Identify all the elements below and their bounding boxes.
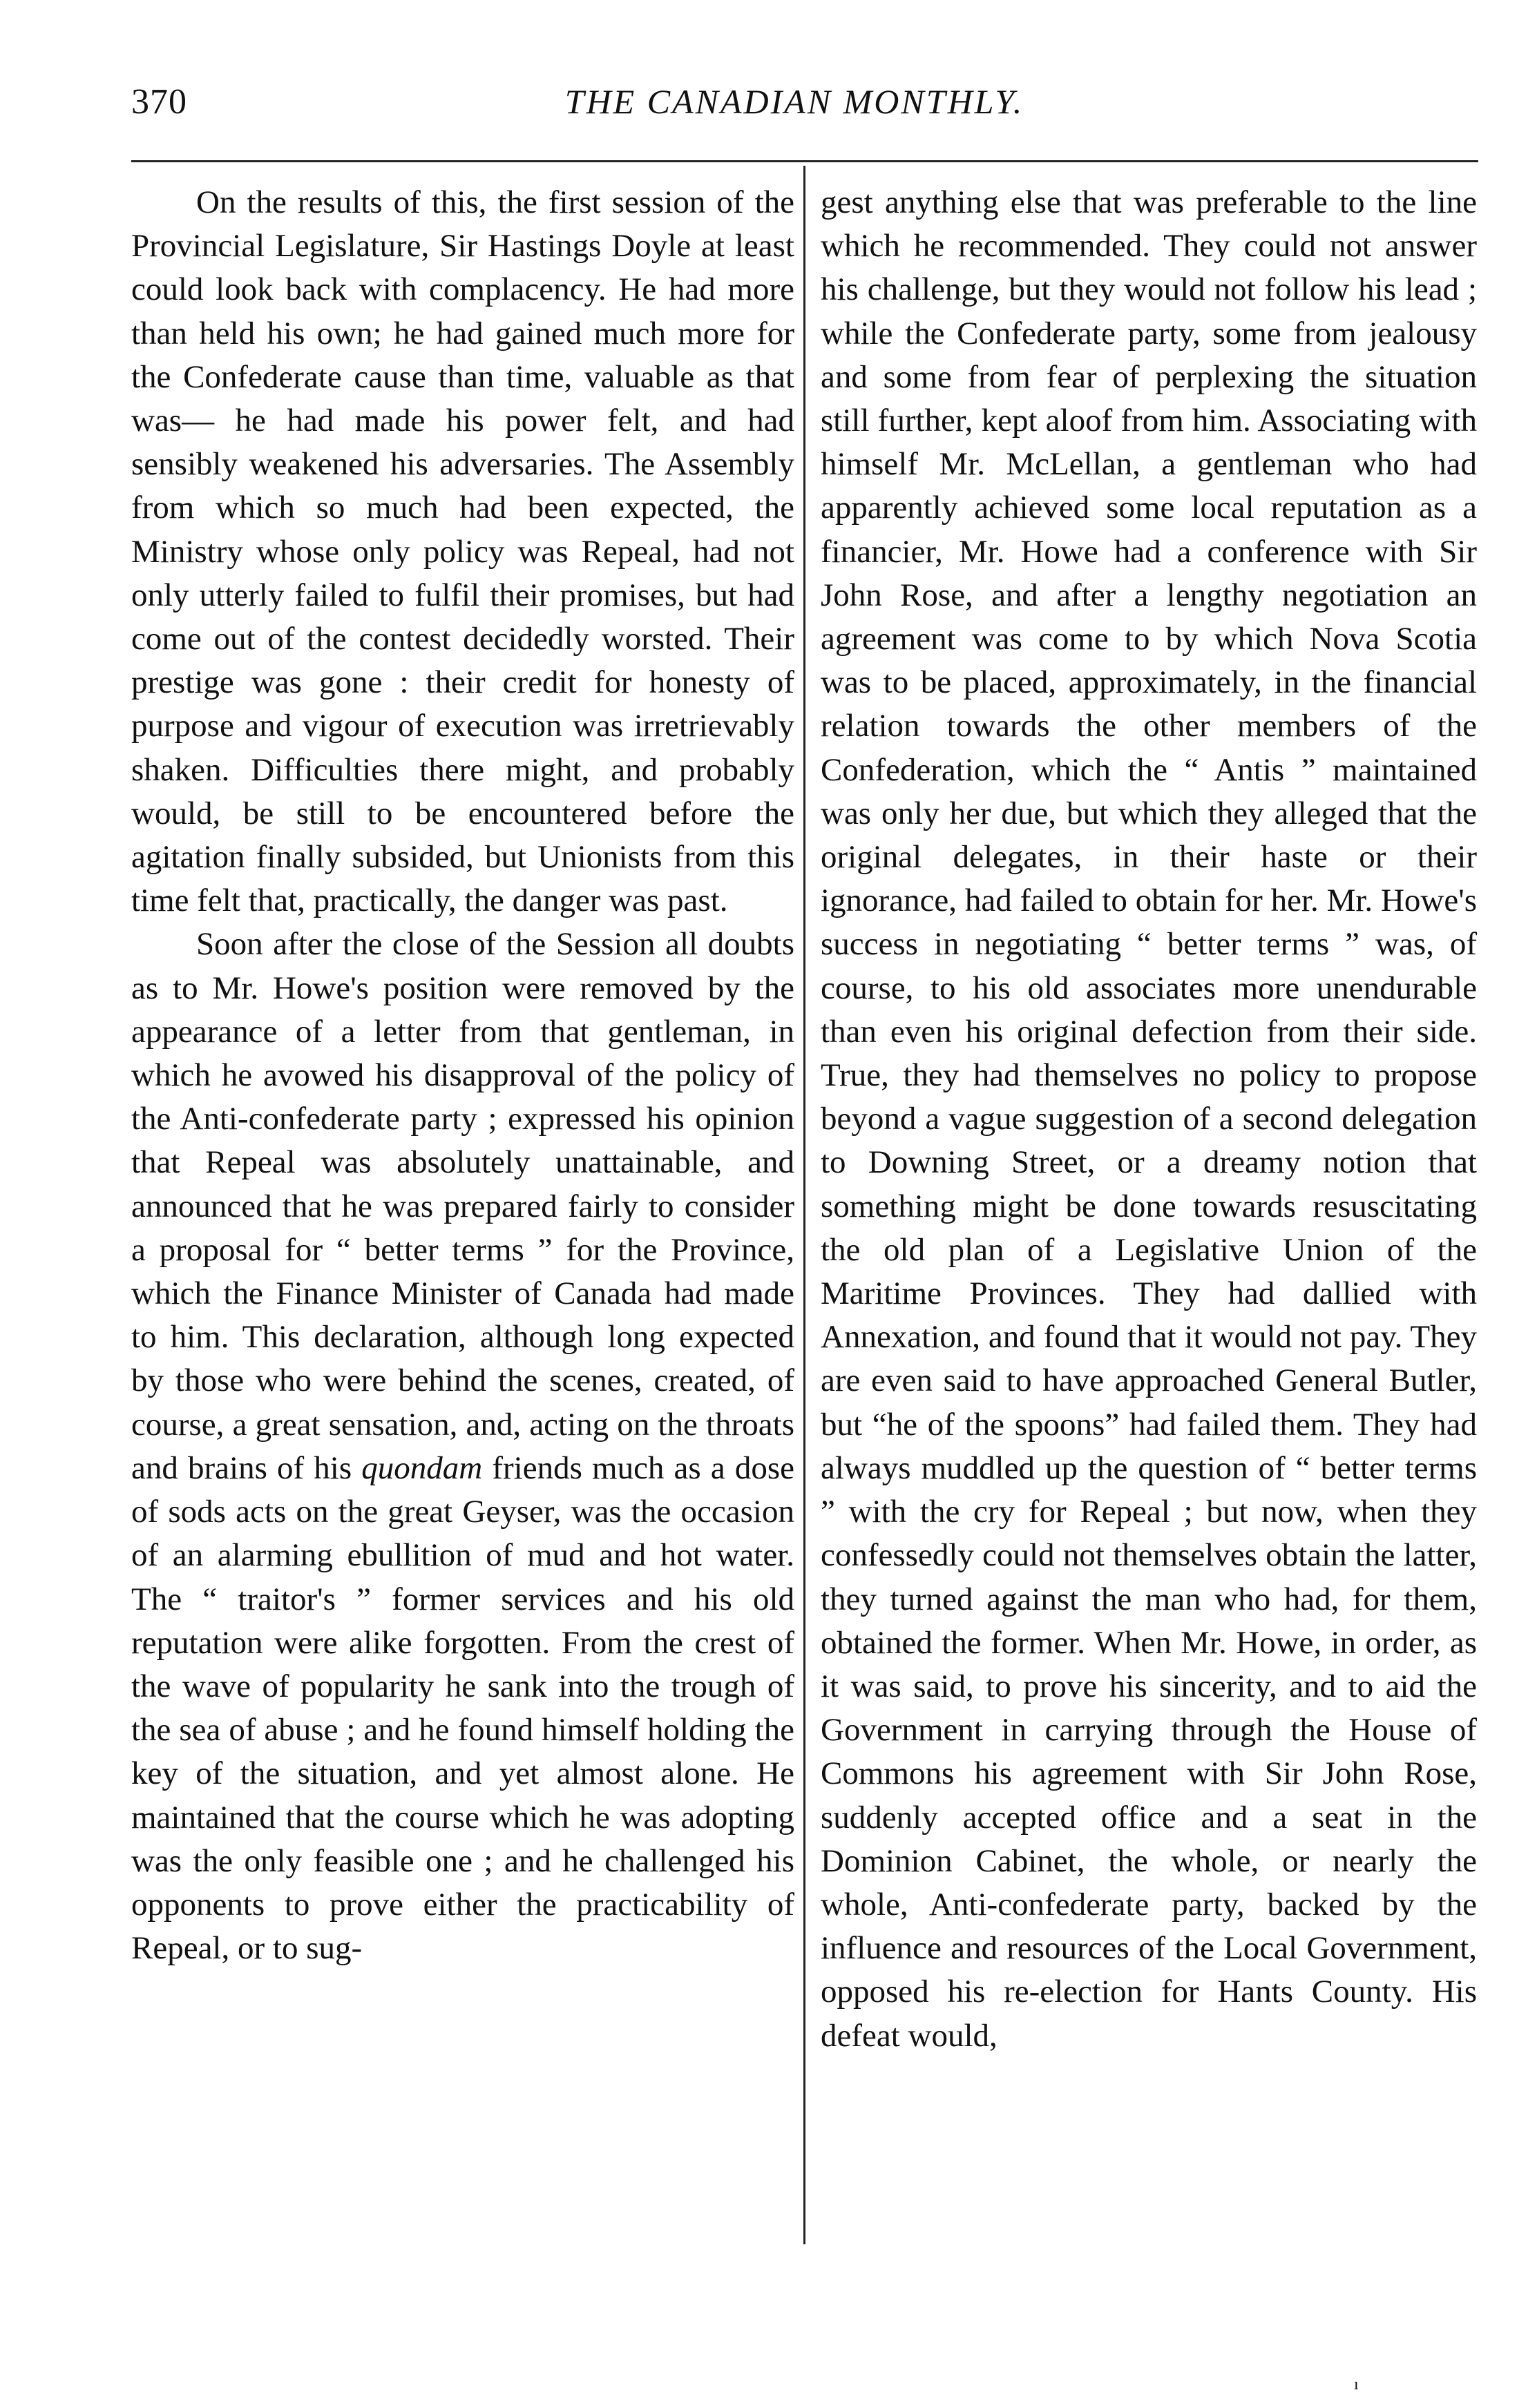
paragraph-session-results: On the results of this, the first session of the Provincial Legislature, Sir Hastings Doyle at least could look back with complacency. He had more than held his own; he had gained much more for the Confederate cause than time, valuable as that was— he had made his power felt, and had sensibly weakened his adversaries. The Assembly from which so much had been expected, the Ministry whose only policy was Repeal, had not only utterly failed to fulfil their promises, but had come out of the contest decidedly worsted. Their prestige was gone : their credit for honesty of purpose and vigour of execution was irretrievably shaken. Difficulties there might, and probably would, be still to be encountered before the agitation finally subsided, but Unionists from this time felt that, practically, the danger was past. [131, 184, 794, 919]
paragraph-text: friends much as a dose of sods acts on the great Geyser, was the occasion of an alarming ebullition of mud and hot water. The “ traitor's ” former services and his old reputation were alike forgotten. From the crest of the wave of popularity he sank into the trough of the sea of abuse ; and he found himself holding the key of the situation, and yet almost alone. He maintained that the course which he was adopting was the only feasible one ; and he challenged his opponents to prove either the practicability of Repeal, or to sug- [131, 1449, 794, 1967]
page-number: 370 [131, 82, 187, 122]
running-title: THE CANADIAN MONTHLY. [564, 82, 1024, 121]
italic-word: quondam [361, 1449, 483, 1486]
footer-mark: ı [1354, 2376, 1359, 2393]
header-rule [131, 160, 1478, 162]
paragraph-continuation: gest anything else that was preferable to the line which he recommended. They could not answer his challenge, but they would not follow his lead ; while the Confederate party, some from jealousy and some from fear of perplexing the situation still further, kept aloof from him. Associating with himself Mr. McLellan, a gentleman who had apparently achieved some local reputation as a financier, Mr. Howe had a conference with Sir John Rose, and after a lengthy negotiation an agreement was come to by which Nova Scotia was to be placed, approximately, in the financial relation towards the other members of the Confederation, which the “ Antis ” maintained was only her due, but which they alleged that the original delegates, in their haste or their ignorance, had failed to obtain for her. Mr. Howe's success in negotiating “ better terms ” was, of course, to his old associates more unendurable than even his original defection from their side. True, they had themselves no policy to propose beyond a vague suggestion of a second delegation to Downing Street, or a dreamy notion that something might be done towards resuscitating the old plan of a Legislative Union of the Maritime Provinces. They had dallied with Annexation, and found that it would not pay. They are even said to have approached General Butler, but “he of the spoons” had failed them. They had always muddled up the question of “ better terms ” with the cry for Repeal ; but now, when they confessedly could not themselves obtain the latter, they turned against the man who had, for them, obtained the former. When Mr. Howe, in order, as it was said, to prove his sincerity, and to aid the Government in carrying through the House of Commons his agreement with Sir John Rose, suddenly accepted office and a seat in the Dominion Cabinet, the whole, or nearly the whole, Anti-confederate party, backed by the influence and resources of the Local Government, opposed his re-election for Hants County. His defeat would, [821, 184, 1477, 2054]
left-column [131, 181, 794, 1970]
right-column [821, 181, 1477, 2058]
column-divider [803, 166, 805, 2244]
paragraph-text: Soon after the close of the Session all doubts as to Mr. Howe's position were removed by the appearance of a letter from that gentleman, in which he avowed his disapproval of the policy of the Anti-confederate party ; expressed his opinion that Repeal was absolutely unattainable, and announced that he was prepared fairly to consider a proposal for “ better terms ” for the Province, which the Finance Minister of Canada had made to him. This declaration, although long expected by those who were behind the scenes, created, of course, a great sensation, and, acting on the throats and brains of his [131, 926, 794, 1486]
paragraph-howe-letter [131, 923, 794, 1970]
